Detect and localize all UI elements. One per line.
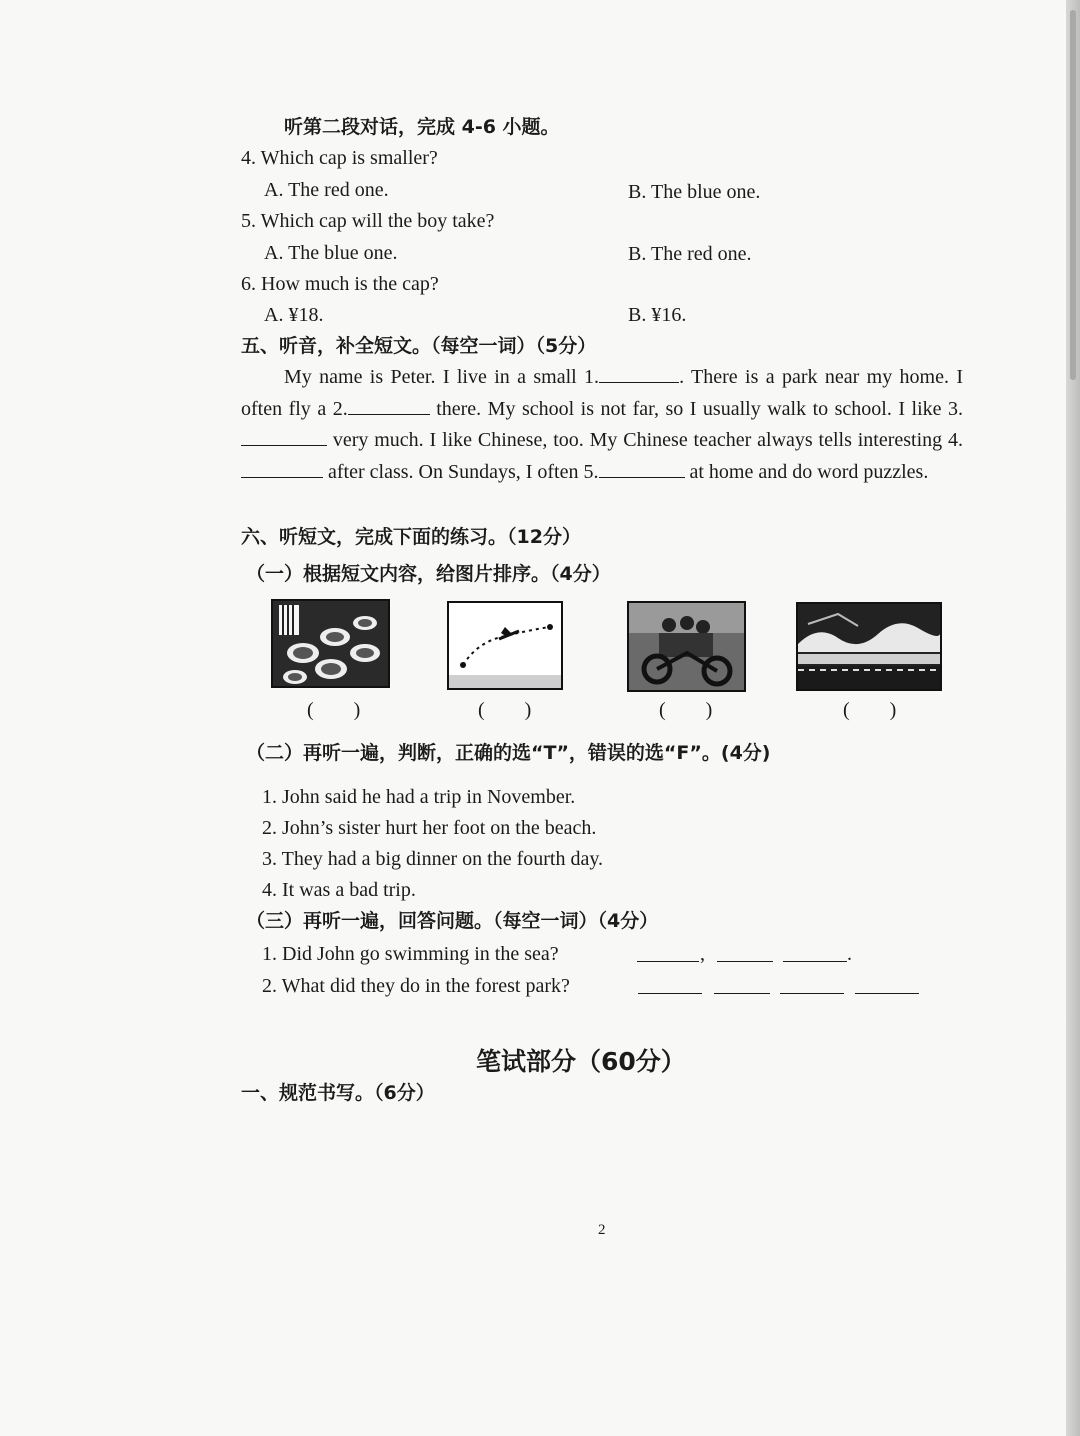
answer-1-blank-1[interactable] [637,961,699,962]
part2-heading: 听第二段对话，完成 4-6 小题。 [284,116,560,138]
page-edge [1066,0,1080,1436]
order-answer-2[interactable]: ( ) [478,699,532,721]
blank-2[interactable] [348,396,430,415]
order-answer-1[interactable]: ( ) [307,699,361,721]
scrollbar-thumb[interactable] [1070,10,1076,380]
answer-question-1: 1. Did John go swimming in the sea? [262,943,559,965]
blank-3[interactable] [241,427,327,446]
answer-2-blank-4[interactable] [855,993,919,994]
answer-2-blank-1[interactable] [638,993,702,994]
option-5b: B. The red one. [628,243,752,265]
section6-part3: （三）再听一遍，回答问题。（每空一词）（4分） [246,910,659,932]
page-number: 2 [598,1222,606,1238]
order-answer-4[interactable]: ( ) [843,699,897,721]
statement-1: 1. John said he had a trip in November. [262,786,576,808]
option-6a: A. ¥18. [264,304,324,326]
motorbike-riders-picture [627,601,746,692]
answer-1-blank-2[interactable] [717,961,773,962]
blank-5[interactable] [599,459,685,478]
statement-3: 3. They had a big dinner on the fourth day. [262,848,604,870]
sea-beach-picture [796,602,942,691]
answer-1-period: . [847,943,852,965]
statement-4: 4. It was a bad trip. [262,879,416,901]
option-6b: B. ¥16. [628,304,687,326]
section6-part2: （二）再听一遍，判断，正确的选“T”，错误的选“F”。(4分) [246,742,771,764]
cloze-passage: My name is Peter. I live in a small 1. . There is a park near my home. I often fly a 2. there. My school is not far, so I usually walk to school. I like 3. very much. I like Chinese, too. My Chinese teacher always tells interesting 4. after class. On Sundays, I often 5. at home and do word puzzles. [241,366,964,483]
plane-trip-picture [447,601,563,690]
question-6: 6. How much is the cap? [241,273,439,295]
answer-1-blank-3[interactable] [783,961,847,962]
option-5a: A. The blue one. [264,242,398,264]
section5-heading: 五、听音，补全短文。（每空一词）（5分） [241,335,597,357]
section6-heading: 六、听短文，完成下面的练习。（12分） [241,526,581,548]
question-4: 4. Which cap is smaller? [241,147,438,169]
answer-question-2: 2. What did they do in the forest park? [262,975,570,997]
answer-1-comma: , [700,943,705,965]
answer-2-blank-2[interactable] [714,993,770,994]
section6-part1: （一）根据短文内容，给图片排序。（4分） [246,563,611,585]
answer-2-blank-3[interactable] [780,993,844,994]
question-5: 5. Which cap will the boy take? [241,210,495,232]
option-4b: B. The blue one. [628,181,761,203]
order-answer-3[interactable]: ( ) [659,699,713,721]
written-part-title: 笔试部分（60分） [476,1047,686,1076]
dinner-plates-picture [271,599,390,688]
option-4a: A. The red one. [264,179,389,201]
blank-4[interactable] [241,459,323,478]
blank-1[interactable] [599,364,679,383]
statement-2: 2. John’s sister hurt her foot on the beach. [262,817,597,839]
written-section1-heading: 一、规范书写。（6分） [241,1082,435,1104]
